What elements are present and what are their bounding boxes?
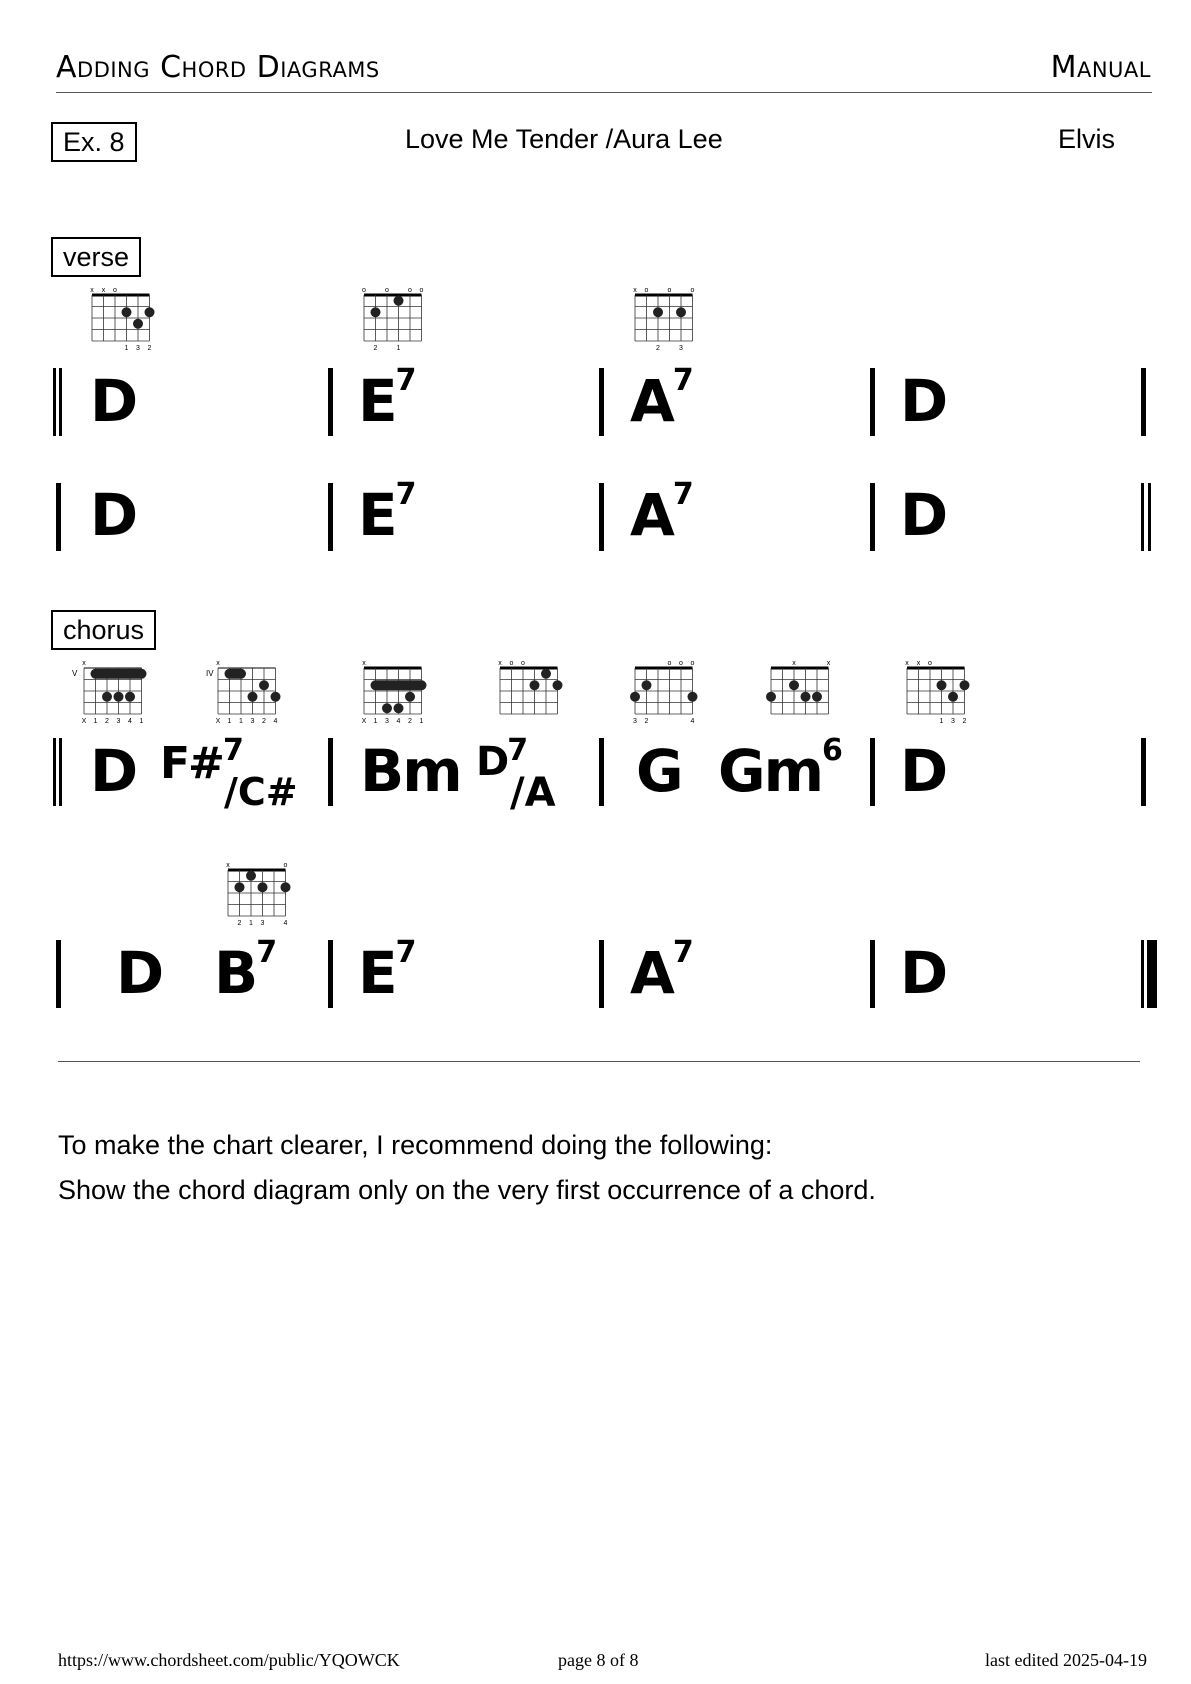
bar-line [599, 738, 604, 806]
footer-edited: last edited 2025-04-19 [985, 1650, 1147, 1670]
chord-symbol: $E^7$ [358, 935, 417, 1007]
barre [91, 669, 147, 679]
bar-line [56, 940, 61, 1008]
chord-symbol: D [900, 939, 947, 1007]
string-mark: o [362, 287, 366, 294]
finger-dot [235, 882, 245, 892]
bar-line [328, 738, 333, 806]
bar-line [1141, 483, 1144, 551]
bar-line [53, 368, 56, 436]
finger-dot [801, 692, 811, 702]
string-mark: o [521, 660, 525, 667]
bar-line [1141, 940, 1144, 1008]
chord-diagram-D-fret5 [70, 656, 160, 741]
chord-grid [204, 656, 294, 736]
chord-diagram-B7 [214, 858, 304, 943]
finger-dot [133, 319, 143, 329]
finger-number: 1 [373, 718, 378, 725]
chord-diagram-D [893, 656, 983, 741]
finger-number: 4 [283, 920, 288, 927]
chord-symbol: F#$^7$ [160, 733, 244, 789]
bar-line [1141, 368, 1146, 436]
separator-rule [58, 1061, 1140, 1062]
barre [225, 669, 247, 679]
string-mark: x [82, 660, 86, 667]
chord-diagram-Bm [350, 656, 440, 741]
finger-number: 3 [633, 718, 637, 725]
finger-number: 2 [105, 718, 109, 725]
finger-number: 3 [116, 718, 121, 725]
finger-dot [259, 680, 269, 690]
finger-number: 1 [139, 718, 144, 725]
string-mark: x [826, 660, 831, 667]
finger-number: 3 [385, 718, 389, 725]
finger-number: 2 [656, 345, 660, 352]
finger-dot [246, 871, 256, 881]
chord-symbol: D [900, 367, 947, 435]
bar-line [1147, 940, 1157, 1008]
chord-symbol: $A^7$ [630, 935, 694, 1007]
chord-grid [70, 656, 160, 736]
bar-line [870, 483, 875, 551]
finger-dot [371, 307, 381, 317]
chord-symbol: D [90, 481, 137, 549]
finger-dot [688, 692, 698, 702]
chord-diagram-A7 [621, 283, 711, 368]
bar-line [56, 483, 61, 551]
finger-dot [789, 680, 799, 690]
string-mark: o [690, 287, 695, 294]
finger-number: 2 [373, 345, 378, 352]
chord-grid [621, 283, 711, 363]
chord-bass-note: /A [510, 770, 556, 816]
chord-symbol: $E^7$ [358, 477, 417, 549]
footer-url: https://www.chordsheet.com/public/YQOWCK [58, 1650, 400, 1670]
finger-dot [812, 692, 822, 702]
finger-dot [102, 692, 112, 702]
finger-number: X [215, 718, 221, 725]
chord-symbol: D [90, 367, 137, 435]
bar-line [328, 940, 333, 1008]
chord-diagram-E7 [350, 283, 440, 368]
finger-number: 2 [237, 920, 242, 927]
section-label-chorus: chorus [51, 610, 156, 650]
chord-symbol: $D^7$ [476, 733, 529, 785]
bar-line [1148, 483, 1151, 551]
bar-line [599, 940, 604, 1008]
doc-header-right: Manual [1050, 50, 1151, 85]
string-mark: o [113, 287, 117, 294]
bar-line [870, 368, 875, 436]
finger-dot [248, 692, 258, 702]
finger-dot [122, 307, 132, 317]
bar-line [328, 368, 333, 436]
string-mark: x [362, 660, 366, 667]
string-mark: o [419, 287, 424, 294]
string-mark: x [498, 660, 502, 667]
string-mark: o [509, 660, 514, 667]
string-mark: o [667, 660, 672, 667]
finger-dot [530, 680, 540, 690]
string-mark: x [633, 287, 637, 294]
finger-number: 1 [227, 718, 232, 725]
finger-dot [114, 692, 124, 702]
string-mark: x [905, 660, 909, 667]
finger-number: 1 [124, 345, 129, 352]
finger-number: 4 [396, 718, 401, 725]
finger-dot [948, 692, 958, 702]
finger-number: 3 [260, 920, 265, 927]
string-mark: o [928, 660, 932, 667]
finger-dot [145, 307, 155, 317]
bar-line [870, 738, 875, 806]
finger-number: 3 [136, 345, 140, 352]
bar-line [599, 368, 604, 436]
finger-number: 1 [939, 718, 944, 725]
string-mark: x [792, 660, 796, 667]
bar-line [870, 940, 875, 1008]
finger-dot [394, 296, 404, 306]
finger-dot [405, 692, 415, 702]
finger-number: 2 [147, 345, 152, 352]
chord-symbol: $B^7$ [214, 935, 278, 1007]
note-line-1: To make the chart clearer, I recommend doing the following: [58, 1130, 773, 1160]
finger-dot [766, 692, 776, 702]
chord-symbol: $A^7$ [630, 477, 694, 549]
string-mark: x [90, 287, 94, 294]
chord-diagram-F#7-C# [204, 656, 294, 741]
footer-page: page 8 of 8 [558, 1650, 639, 1670]
chord-diagram-D [78, 283, 168, 368]
note-line-2: Show the chord diagram only on the very first occurrence of a chord. [58, 1175, 876, 1205]
chord-symbol: $E^7$ [358, 363, 417, 435]
chord-symbol: Gm$^6$ [718, 733, 843, 805]
finger-number: 1 [396, 345, 401, 352]
string-mark: o [408, 287, 412, 294]
song-title: Love Me Tender /Aura Lee [405, 124, 723, 154]
finger-dot [642, 680, 652, 690]
fret-position-label: IV [206, 669, 214, 679]
finger-number: 1 [93, 718, 98, 725]
bar-line [59, 368, 62, 436]
finger-number: 3 [951, 718, 955, 725]
string-mark: o [667, 287, 672, 294]
finger-number: 4 [273, 718, 278, 725]
header-rule [56, 92, 1152, 93]
string-mark: x [916, 660, 921, 667]
finger-dot [960, 680, 970, 690]
finger-dot [258, 882, 268, 892]
finger-number: 3 [250, 718, 255, 725]
finger-number: 2 [644, 718, 649, 725]
chord-grid [78, 283, 168, 363]
finger-number: 2 [262, 718, 266, 725]
barre [371, 680, 427, 690]
finger-dot [541, 669, 551, 679]
song-artist: Elvis [1058, 124, 1116, 154]
doc-header-left: Adding Chord Diagrams [56, 50, 380, 85]
chord-grid [350, 283, 440, 363]
finger-number: 1 [419, 718, 424, 725]
finger-number: 1 [239, 718, 243, 725]
finger-dot [271, 692, 281, 702]
chord-symbol: G [636, 737, 682, 805]
chord-grid [214, 858, 304, 938]
finger-dot [394, 703, 404, 713]
chord-grid [893, 656, 983, 736]
chord-symbol: D [116, 939, 163, 1007]
finger-number: 4 [690, 718, 695, 725]
chord-symbol: D [90, 737, 137, 805]
finger-dot [937, 680, 947, 690]
string-mark: x [216, 660, 220, 667]
finger-number: 2 [408, 718, 412, 725]
chord-grid [621, 656, 711, 736]
chord-grid [486, 656, 576, 736]
chord-bass-note: /C# [224, 770, 298, 814]
chord-diagram-G [621, 656, 711, 741]
bar-line [328, 483, 333, 551]
bar-line [1141, 738, 1146, 806]
chord-grid [757, 656, 847, 736]
fret-position-label: V [72, 669, 78, 679]
finger-number: 3 [679, 345, 683, 352]
string-mark: o [644, 287, 649, 294]
chord-diagram-Gm6 [757, 656, 847, 741]
finger-dot [630, 692, 640, 702]
finger-number: X [81, 718, 87, 725]
chord-diagram-D7-A [486, 656, 576, 741]
finger-dot [125, 692, 135, 702]
section-label-verse: verse [51, 237, 141, 277]
example-label: Ex. 8 [51, 122, 137, 162]
chord-symbol: Bm [360, 737, 461, 805]
finger-dot [653, 307, 663, 317]
string-mark: o [690, 660, 695, 667]
string-mark: o [385, 287, 389, 294]
chord-grid [350, 656, 440, 736]
bar-line [59, 738, 62, 806]
finger-dot [553, 680, 563, 690]
finger-dot [382, 703, 392, 713]
finger-number: 4 [128, 718, 132, 725]
finger-number: 2 [962, 718, 967, 725]
chord-symbol: D [900, 737, 947, 805]
finger-dot [676, 307, 686, 317]
finger-number: X [361, 718, 367, 725]
chord-symbol: D [900, 481, 947, 549]
finger-number: 1 [249, 920, 253, 927]
finger-dot [281, 882, 291, 892]
bar-line [53, 738, 56, 806]
bar-line [599, 483, 604, 551]
string-mark: o [679, 660, 683, 667]
string-mark: o [283, 862, 288, 869]
string-mark: x [101, 287, 106, 294]
chord-symbol: $A^7$ [630, 363, 694, 435]
string-mark: x [226, 862, 230, 869]
